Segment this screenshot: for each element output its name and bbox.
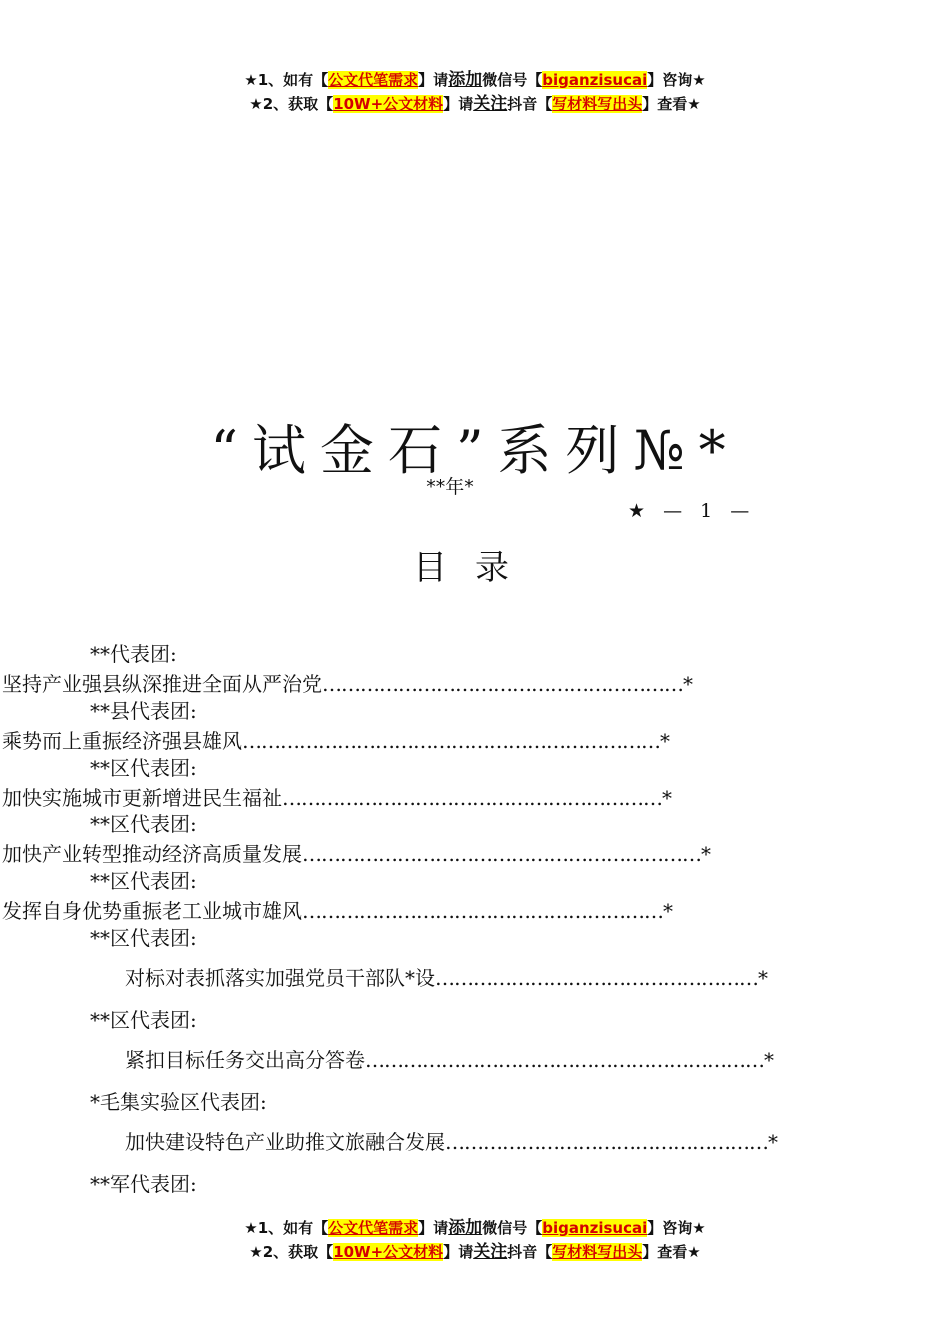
toc-leader: ………………………………………………………	[365, 1048, 764, 1072]
document-year: **年*	[426, 476, 474, 498]
toc-page-number: *	[662, 786, 672, 810]
toc-page-number: *	[683, 672, 693, 696]
bottom-banner	[0, 1216, 950, 1264]
toc-entry-title: 坚持产业强县纵深推进全面从严治党	[2, 672, 322, 696]
toc-heading: 目录	[413, 548, 537, 588]
toc-org: **代表团:	[90, 642, 177, 666]
banner-line-2: ★2、获取【10W+公文材料】请关注抖音【写材料写出头】查看★	[249, 94, 701, 114]
highlight-wechat-id: biganzisucai	[542, 71, 648, 89]
toc-page-number: *	[758, 966, 768, 990]
toc-org: **区代表团:	[90, 756, 197, 780]
toc-leader: ……………………………………………	[435, 966, 758, 990]
toc-entry-title: 发挥自身优势重振老工业城市雄风	[2, 899, 302, 923]
toc-leader: …………………………………………………………	[242, 729, 660, 753]
toc-org: *毛集实验区代表团:	[90, 1090, 267, 1114]
toc-entry[interactable]	[125, 1044, 850, 1073]
toc-entry-title: 对标对表抓落实加强党员干部队*设	[125, 966, 435, 990]
top-banner	[0, 68, 950, 116]
document-title: “试金石”系列№*	[210, 419, 740, 482]
toc-entry[interactable]	[2, 838, 742, 867]
toc-entry[interactable]	[2, 668, 742, 697]
toc-entry[interactable]	[2, 725, 742, 754]
toc-entry-title: 紧扣目标任务交出高分答卷	[125, 1048, 365, 1072]
highlight-materials: 10W+公文材料	[333, 1243, 444, 1261]
highlight-wechat-id: biganzisucai	[542, 1219, 648, 1237]
toc-page-number: *	[764, 1048, 774, 1072]
highlight-ghostwriting: 公文代笔需求	[328, 1219, 419, 1237]
toc-leader: …………………………………………………	[302, 899, 663, 923]
toc-entry[interactable]	[2, 782, 742, 811]
highlight-douyin: 写材料写出头	[552, 1243, 643, 1261]
banner-line-1: ★1、如有【公文代笔需求】请添加微信号【biganzisucai】咨询★	[244, 1218, 706, 1238]
toc-org: **县代表团:	[90, 699, 197, 723]
toc-entry-title: 加快产业转型推动经济高质量发展	[2, 842, 302, 866]
toc-page-number: *	[660, 729, 670, 753]
toc-entry-title: 加快实施城市更新增进民生福祉	[2, 786, 282, 810]
toc-entry[interactable]	[2, 895, 742, 924]
highlight-ghostwriting: 公文代笔需求	[328, 71, 419, 89]
highlight-douyin: 写材料写出头	[552, 95, 643, 113]
toc-leader: ……………………………………………………	[282, 786, 662, 810]
highlight-materials: 10W+公文材料	[333, 95, 444, 113]
toc-org: **区代表团:	[90, 926, 197, 950]
toc-entry-title: 加快建设特色产业助推文旅融合发展	[125, 1130, 445, 1154]
banner-line-1: ★1、如有【公文代笔需求】请添加微信号【biganzisucai】咨询★	[244, 70, 706, 90]
page-mark: ★ — 1 —	[628, 500, 756, 522]
toc-leader: ……………………………………………	[445, 1130, 768, 1154]
toc-page-number: *	[663, 899, 673, 923]
toc-page-number: *	[701, 842, 711, 866]
toc-entry[interactable]	[125, 962, 825, 991]
toc-page-number: *	[768, 1130, 778, 1154]
toc-entry-title: 乘势而上重振经济强县雄风	[2, 729, 242, 753]
toc-leader: …………………………………………………	[322, 672, 683, 696]
toc-org: **区代表团:	[90, 1008, 197, 1032]
banner-line-2: ★2、获取【10W+公文材料】请关注抖音【写材料写出头】查看★	[249, 1242, 701, 1262]
toc-entry[interactable]	[125, 1126, 850, 1155]
toc-org: **区代表团:	[90, 812, 197, 836]
toc-leader: ………………………………………………………	[302, 842, 701, 866]
toc-org: **区代表团:	[90, 869, 197, 893]
toc-org: **军代表团:	[90, 1172, 197, 1196]
